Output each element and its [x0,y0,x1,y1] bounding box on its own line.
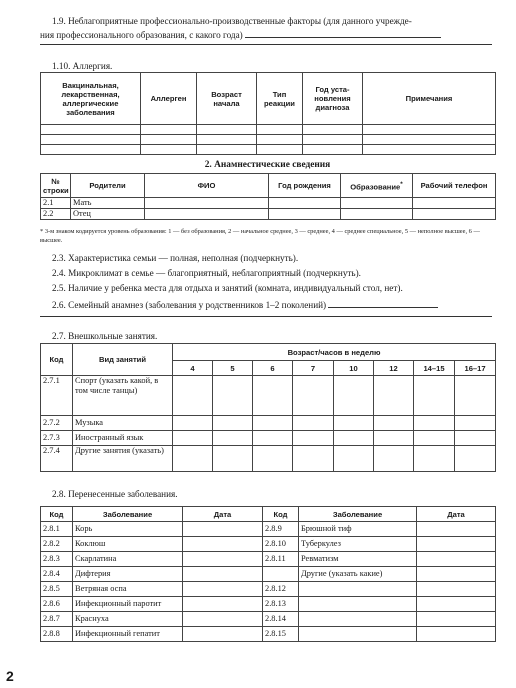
row-code: 2.8.7 [41,612,73,627]
allergy-header-reaction: Тип реакции [257,73,303,125]
table-row [41,612,496,627]
row-code-2: 2.8.10 [263,537,299,552]
allergy-header-notes: Примечания [363,73,496,125]
table-row [41,446,496,472]
row-disease-2: Ревматизм [299,552,417,567]
row-code: 2.8.4 [41,567,73,582]
row-code-2: 2.8.15 [263,627,299,642]
parents-table [40,173,496,220]
s19-fill-line[interactable] [245,28,441,38]
row-parent: Мать [71,198,145,209]
allergy-header-allergen: Аллерген [141,73,197,125]
row-disease-2: Туберкулез [299,537,417,552]
activities-header-kind: Вид занятий [73,344,173,376]
allergy-header-age: Возраст начала [197,73,257,125]
parents-header-parent: Родители [71,174,145,198]
diseases-table [40,506,496,642]
age-col: 7 [293,361,334,376]
parents-header-name: ФИО [145,174,269,198]
row-code: 2.8.6 [41,597,73,612]
s110-title: 1.10. Аллергия. [52,61,113,71]
row-code: 2.7.1 [41,376,73,416]
row-disease: Инфекционный паротит [73,597,183,612]
row-disease: Корь [73,522,183,537]
age-col: 5 [213,361,253,376]
diseases-header-code-2: Код [263,507,299,522]
row-parent: Отец [71,209,145,220]
row-disease: Ветряная оспа [73,582,183,597]
parents-header-num: № строки [41,174,71,198]
row-code: 2.8.5 [41,582,73,597]
table-row [41,552,496,567]
row-code-2 [263,567,299,582]
table-row [41,582,496,597]
l24: 2.4. Микроклимат в семье — благоприятный, неблагоприятный (подчеркнуть). [52,268,361,278]
row-disease: Инфекционный гепатит [73,627,183,642]
age-col: 12 [374,361,414,376]
row-disease: Дифтерия [73,567,183,582]
allergy-header-year: Год уста- новления диагноза [303,73,363,125]
row-disease: Скарлатина [73,552,183,567]
activities-table [40,343,496,472]
row-code: 2.8.3 [41,552,73,567]
age-col: 14–15 [414,361,455,376]
row-num: 2.1 [41,198,71,209]
row-code: 2.7.4 [41,446,73,472]
table-row [41,125,496,135]
row-code: 2.8.8 [41,627,73,642]
age-col: 16–17 [455,361,496,376]
footnote-mark-2: * [40,228,44,235]
s19-line2-text: ния профессионального образования, с какого года) [40,30,243,40]
l26-text: 2.6. Семейный анамнез (заболевания у родственников 1–2 поколений) [52,300,327,310]
s28-title: 2.8. Перенесенные заболевания. [52,489,178,499]
row-num: 2.2 [41,209,71,220]
s19-fill-line-2[interactable] [40,44,492,45]
table-row [41,198,496,209]
l26-fill-line[interactable] [328,298,438,308]
row-disease-2[interactable] [299,597,417,612]
allergy-table [40,72,496,155]
row-kind: Спорт (указать какой, в том числе танцы) [73,376,173,416]
anamnesis-title: 2. Анамнестические сведения [204,160,331,170]
row-kind: Другие занятия (указать) [73,446,173,472]
row-kind: Музыка [73,416,173,431]
row-code: 2.7.3 [41,431,73,446]
row-disease-2[interactable] [299,612,417,627]
activities-header-code: Код [41,344,73,376]
row-code: 2.8.1 [41,522,73,537]
table-row [41,209,496,220]
table-row [41,597,496,612]
table-row [41,537,496,552]
diseases-header-date: Дата [183,507,263,522]
row-code: 2.7.2 [41,416,73,431]
footnote-mark: * [400,180,403,188]
row-disease-2: Брюшной тиф [299,522,417,537]
diseases-header-disease: Заболевание [73,507,183,522]
l23: 2.3. Характеристика семьи — полная, неполная (подчеркнуть). [52,253,299,263]
age-col: 4 [173,361,213,376]
diseases-header-disease-2: Заболевание [299,507,417,522]
activities-header-age: Возраст/часов в неделю [173,344,496,361]
s27-title: 2.7. Внешкольные занятия. [52,331,158,341]
table-row [41,145,496,155]
row-code-2: 2.8.14 [263,612,299,627]
s19-line1: 1.9. Неблагоприятные профессионально-производственные факторы (для данного учрежде- [52,16,412,26]
s19-line2 [40,28,441,41]
row-code-2: 2.8.11 [263,552,299,567]
row-code-2: 2.8.12 [263,582,299,597]
parents-header-education: Образование* [341,174,413,198]
row-disease-2[interactable] [299,582,417,597]
l26-line [52,298,438,311]
l26-fill-line-2[interactable] [40,316,492,317]
table-row [41,627,496,642]
row-code: 2.8.2 [41,537,73,552]
diseases-header-code: Код [41,507,73,522]
l25: 2.5. Наличие у ребенка места для отдыха и занятий (комната, индивидуальный стол, нет). [52,283,403,293]
row-kind: Иностранный язык [73,431,173,446]
table-row [41,376,496,416]
allergy-header-type: Вакцинальная, лекарственная, аллергические заболевания [41,73,141,125]
row-disease-2[interactable] [299,627,417,642]
age-col: 6 [253,361,293,376]
footnote-text: 3-м знаком кодируется уровень образования: 1 — без образования, 2 — начальное среднее, 3 — среднее, 4 — среднее специальное, 5 — неполное высшее, 6 — высшее. [40,228,480,244]
page-number: 2 [6,668,14,684]
row-disease: Краснуха [73,612,183,627]
table-row [41,416,496,431]
row-disease: Коклюш [73,537,183,552]
diseases-header-date-2: Дата [417,507,496,522]
row-code-2: 2.8.9 [263,522,299,537]
table-row [41,522,496,537]
table-row [41,431,496,446]
parents-header-birth-year: Год рождения [269,174,341,198]
row-disease-2: Другие (указать какие) [299,567,417,582]
age-col: 10 [334,361,374,376]
table-row [41,567,496,582]
row-code-2: 2.8.13 [263,597,299,612]
education-footnote [40,227,500,245]
table-row [41,135,496,145]
parents-header-phone: Рабочий телефон [413,174,496,198]
